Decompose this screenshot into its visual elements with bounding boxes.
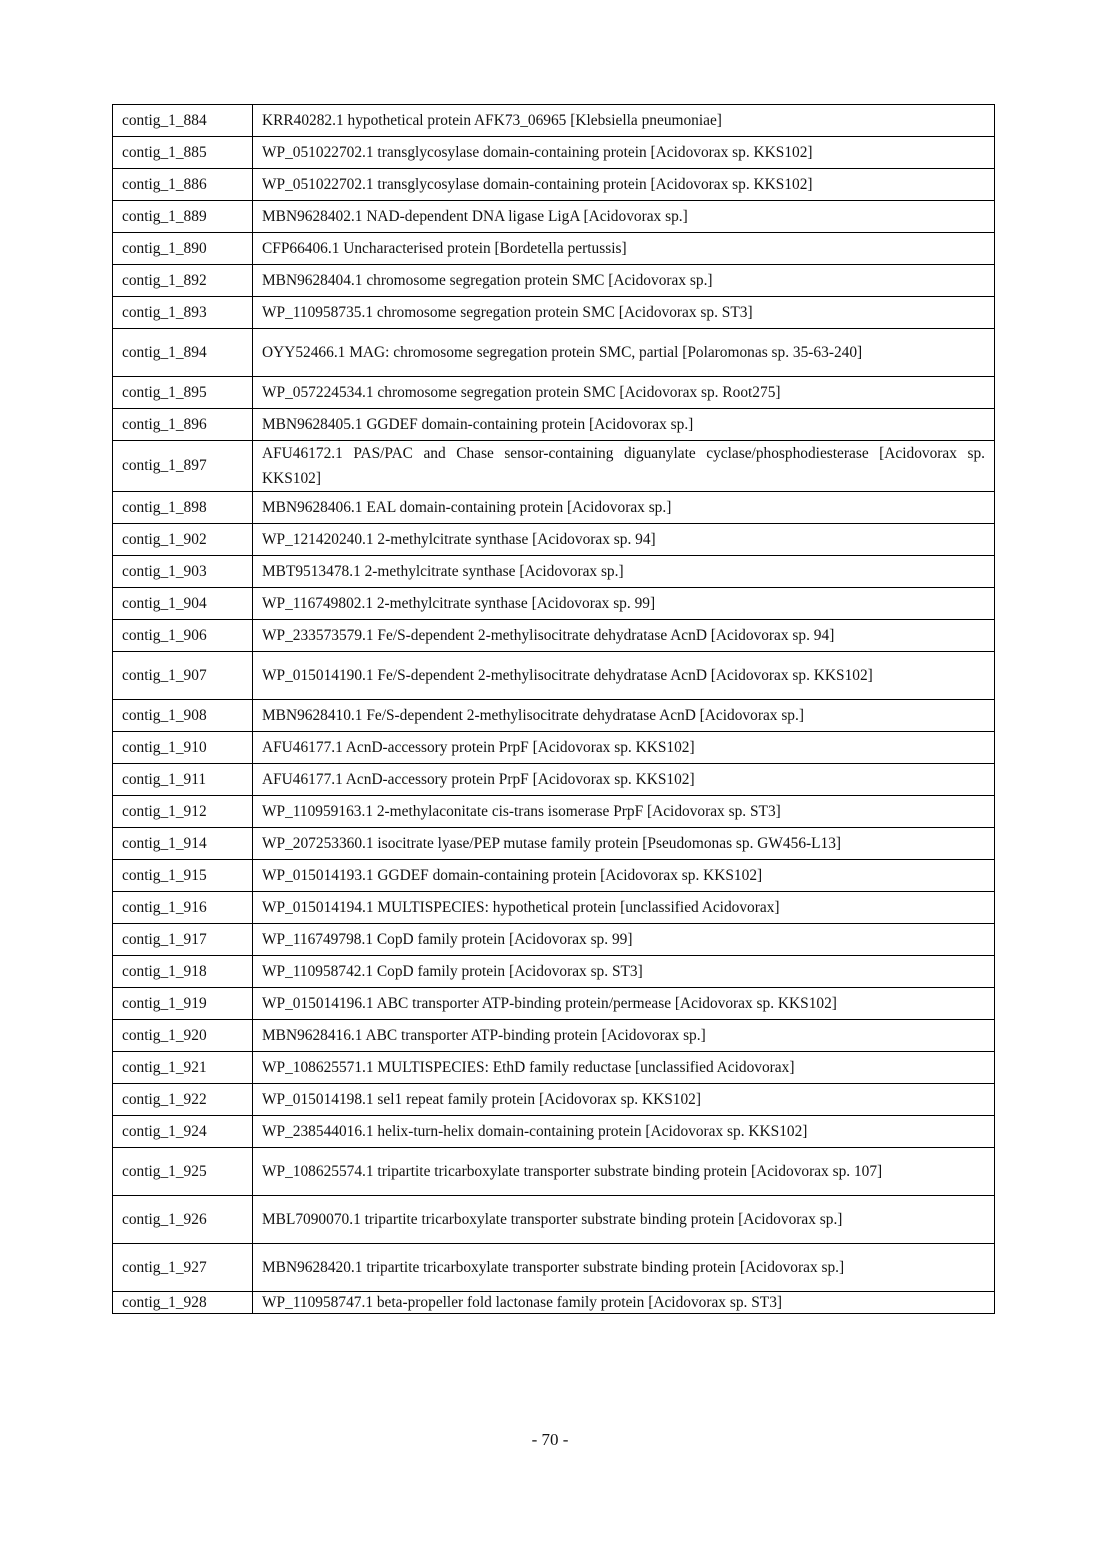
table-row	[113, 409, 995, 441]
contig-id-cell: contig_1_886	[113, 169, 253, 201]
protein-description-cell: WP_108625571.1 MULTISPECIES: EthD family reductase [unclassified Acidovorax]	[253, 1052, 995, 1084]
table-row	[113, 233, 995, 265]
contig-id-cell: contig_1_903	[113, 556, 253, 588]
protein-description-cell: WP_207253360.1 isocitrate lyase/PEP mutase family protein [Pseudomonas sp. GW456-L13]	[253, 828, 995, 860]
table-row	[113, 956, 995, 988]
table-row	[113, 796, 995, 828]
table-row	[113, 924, 995, 956]
table-row	[113, 652, 995, 700]
contig-id-cell: contig_1_892	[113, 265, 253, 297]
table-row	[113, 1052, 995, 1084]
table-row	[113, 988, 995, 1020]
table-row	[113, 1292, 995, 1314]
page-number: - 70 -	[531, 1430, 569, 1449]
table-row	[113, 700, 995, 732]
protein-description-cell: MBN9628406.1 EAL domain-containing protein [Acidovorax sp.]	[253, 492, 995, 524]
contig-id-cell: contig_1_914	[113, 828, 253, 860]
table-row	[113, 105, 995, 137]
protein-description-cell: AFU46177.1 AcnD-accessory protein PrpF [Acidovorax sp. KKS102]	[253, 732, 995, 764]
table-row	[113, 137, 995, 169]
protein-description-cell: WP_238544016.1 helix-turn-helix domain-containing protein [Acidovorax sp. KKS102]	[253, 1116, 995, 1148]
protein-description-cell: AFU46177.1 AcnD-accessory protein PrpF [Acidovorax sp. KKS102]	[253, 764, 995, 796]
protein-description-cell: WP_116749798.1 CopD family protein [Acidovorax sp. 99]	[253, 924, 995, 956]
protein-description-cell: WP_233573579.1 Fe/S-dependent 2-methylisocitrate dehydratase AcnD [Acidovorax sp. 94]	[253, 620, 995, 652]
table-row	[113, 860, 995, 892]
table-row	[113, 764, 995, 796]
contig-id-cell: contig_1_917	[113, 924, 253, 956]
contig-id-cell: contig_1_889	[113, 201, 253, 233]
contig-id-cell: contig_1_927	[113, 1244, 253, 1292]
protein-description-cell: MBN9628405.1 GGDEF domain-containing protein [Acidovorax sp.]	[253, 409, 995, 441]
contig-id-cell: contig_1_918	[113, 956, 253, 988]
protein-description-cell: MBN9628410.1 Fe/S-dependent 2-methylisocitrate dehydratase AcnD [Acidovorax sp.]	[253, 700, 995, 732]
protein-description-cell: OYY52466.1 MAG: chromosome segregation protein SMC, partial [Polaromonas sp. 35-63-240]	[253, 329, 995, 377]
contig-id-cell: contig_1_922	[113, 1084, 253, 1116]
table-row	[113, 892, 995, 924]
contig-id-cell: contig_1_896	[113, 409, 253, 441]
protein-description-cell: CFP66406.1 Uncharacterised protein [Bordetella pertussis]	[253, 233, 995, 265]
contig-id-cell: contig_1_910	[113, 732, 253, 764]
table-row	[113, 1148, 995, 1196]
table-row	[113, 620, 995, 652]
contig-id-cell: contig_1_916	[113, 892, 253, 924]
protein-description-cell: AFU46172.1 PAS/PAC and Chase sensor-containing diguanylate cyclase/phosphodiesterase [Acidovorax sp. KKS102]	[253, 441, 995, 492]
protein-description-cell: WP_051022702.1 transglycosylase domain-containing protein [Acidovorax sp. KKS102]	[253, 137, 995, 169]
contig-id-cell: contig_1_928	[113, 1292, 253, 1314]
table-row	[113, 524, 995, 556]
contig-id-cell: contig_1_912	[113, 796, 253, 828]
contig-id-cell: contig_1_897	[113, 441, 253, 492]
protein-description-cell: WP_057224534.1 chromosome segregation protein SMC [Acidovorax sp. Root275]	[253, 377, 995, 409]
contig-id-cell: contig_1_904	[113, 588, 253, 620]
contig-id-cell: contig_1_894	[113, 329, 253, 377]
protein-description-cell: MBN9628402.1 NAD-dependent DNA ligase LigA [Acidovorax sp.]	[253, 201, 995, 233]
protein-description-cell: WP_110958747.1 beta-propeller fold lactonase family protein [Acidovorax sp. ST3]	[253, 1292, 995, 1314]
contig-id-cell: contig_1_898	[113, 492, 253, 524]
table-row	[113, 265, 995, 297]
table-row	[113, 201, 995, 233]
contig-id-cell: contig_1_906	[113, 620, 253, 652]
table-row	[113, 732, 995, 764]
protein-description-cell: WP_015014198.1 sel1 repeat family protein [Acidovorax sp. KKS102]	[253, 1084, 995, 1116]
table-row	[113, 828, 995, 860]
protein-description-cell: WP_110958742.1 CopD family protein [Acidovorax sp. ST3]	[253, 956, 995, 988]
table-row	[113, 1244, 995, 1292]
protein-description-cell: WP_121420240.1 2-methylcitrate synthase [Acidovorax sp. 94]	[253, 524, 995, 556]
protein-description-cell: WP_110958735.1 chromosome segregation protein SMC [Acidovorax sp. ST3]	[253, 297, 995, 329]
protein-description-cell: MBN9628420.1 tripartite tricarboxylate transporter substrate binding protein [Acidovorax sp.]	[253, 1244, 995, 1292]
protein-description-cell: WP_015014196.1 ABC transporter ATP-binding protein/permease [Acidovorax sp. KKS102]	[253, 988, 995, 1020]
contig-id-cell: contig_1_920	[113, 1020, 253, 1052]
table-row	[113, 556, 995, 588]
table-row	[113, 329, 995, 377]
contig-id-cell: contig_1_895	[113, 377, 253, 409]
contig-id-cell: contig_1_921	[113, 1052, 253, 1084]
contig-id-cell: contig_1_926	[113, 1196, 253, 1244]
protein-description-cell: MBT9513478.1 2-methylcitrate synthase [Acidovorax sp.]	[253, 556, 995, 588]
contig-id-cell: contig_1_907	[113, 652, 253, 700]
contig-id-cell: contig_1_884	[113, 105, 253, 137]
table-row	[113, 377, 995, 409]
protein-description-cell: WP_015014190.1 Fe/S-dependent 2-methylisocitrate dehydratase AcnD [Acidovorax sp. KKS102]	[253, 652, 995, 700]
protein-description-cell: WP_015014193.1 GGDEF domain-containing protein [Acidovorax sp. KKS102]	[253, 860, 995, 892]
annotation-table	[112, 104, 995, 1314]
protein-description-cell: WP_116749802.1 2-methylcitrate synthase [Acidovorax sp. 99]	[253, 588, 995, 620]
contig-id-cell: contig_1_925	[113, 1148, 253, 1196]
table-row	[113, 169, 995, 201]
contig-id-cell: contig_1_902	[113, 524, 253, 556]
contig-id-cell: contig_1_908	[113, 700, 253, 732]
protein-description-cell: MBN9628416.1 ABC transporter ATP-binding protein [Acidovorax sp.]	[253, 1020, 995, 1052]
protein-description-cell: WP_051022702.1 transglycosylase domain-containing protein [Acidovorax sp. KKS102]	[253, 169, 995, 201]
protein-description-cell: WP_015014194.1 MULTISPECIES: hypothetical protein [unclassified Acidovorax]	[253, 892, 995, 924]
protein-description-cell: WP_108625574.1 tripartite tricarboxylate transporter substrate binding protein [Acidovorax sp. 107]	[253, 1148, 995, 1196]
protein-description-cell: KRR40282.1 hypothetical protein AFK73_06965 [Klebsiella pneumoniae]	[253, 105, 995, 137]
table-row	[113, 1196, 995, 1244]
contig-id-cell: contig_1_890	[113, 233, 253, 265]
table-row	[113, 1116, 995, 1148]
contig-id-cell: contig_1_885	[113, 137, 253, 169]
table-row	[113, 1084, 995, 1116]
contig-id-cell: contig_1_911	[113, 764, 253, 796]
annotation-table-body	[113, 105, 995, 1314]
table-row	[113, 588, 995, 620]
table-row	[113, 492, 995, 524]
protein-description-cell: MBN9628404.1 chromosome segregation protein SMC [Acidovorax sp.]	[253, 265, 995, 297]
protein-description-cell: WP_110959163.1 2-methylaconitate cis-trans isomerase PrpF [Acidovorax sp. ST3]	[253, 796, 995, 828]
table-row	[113, 297, 995, 329]
contig-id-cell: contig_1_893	[113, 297, 253, 329]
contig-id-cell: contig_1_915	[113, 860, 253, 892]
contig-id-cell: contig_1_919	[113, 988, 253, 1020]
protein-description-cell: MBL7090070.1 tripartite tricarboxylate transporter substrate binding protein [Acidovorax sp.]	[253, 1196, 995, 1244]
contig-id-cell: contig_1_924	[113, 1116, 253, 1148]
table-row	[113, 1020, 995, 1052]
table-row	[113, 441, 995, 492]
